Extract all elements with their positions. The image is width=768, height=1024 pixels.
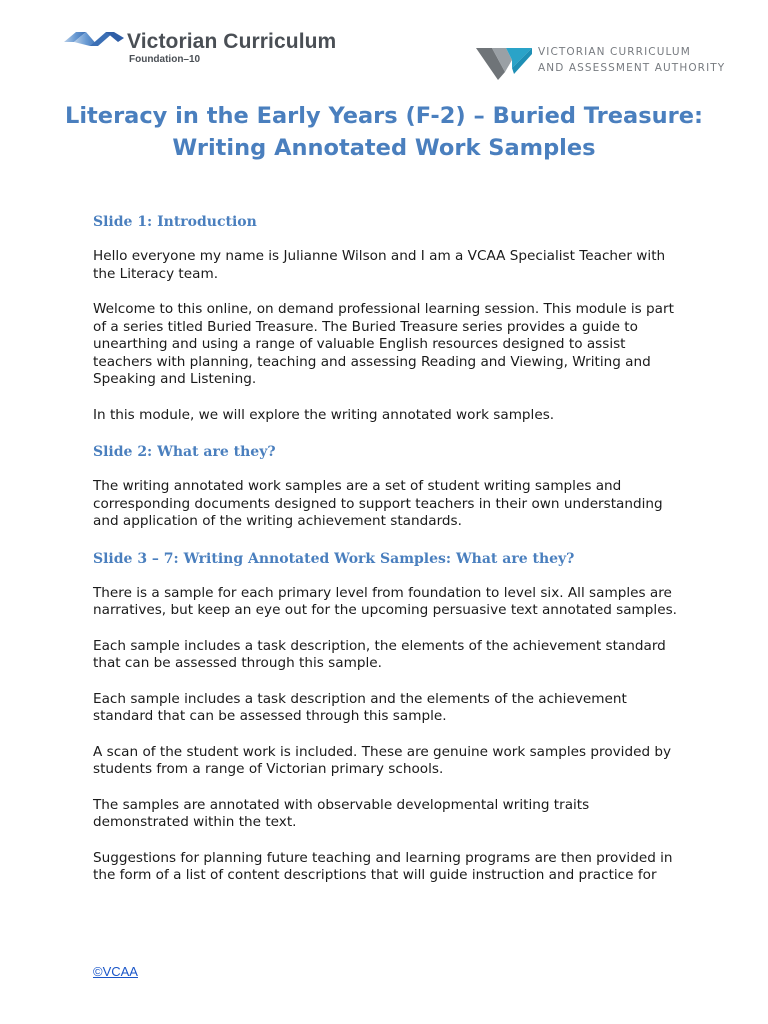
paragraph: A scan of the student work is included. These are genuine work samples provided by students from a range of Victorian primary schools.	[93, 743, 672, 777]
paragraph: Welcome to this online, on demand professional learning session. This module is part of a series titled Buried Treasure. The Buried Treasure series provides a guide to unearthing and using a range of valuable English resources designed to assist teachers with planning, teaching and assessing Reading and Viewing, Writing and Speaking and Listening.	[93, 301, 674, 387]
document-body	[93, 212, 683, 903]
paragraph: Each sample includes a task description and the elements of the achievement standard that can be assessed through this sample.	[93, 690, 627, 724]
document-title: Literacy in the Early Years (F-2) – Buried Treasure: Writing Annotated Work Samples	[65, 103, 703, 161]
section-heading: Slide 3 – 7: Writing Annotated Work Samples: What are they?	[93, 550, 575, 567]
logo-subtitle: Foundation–10	[129, 54, 201, 65]
paragraph: The samples are annotated with observable developmental writing traits demonstrated within the text.	[93, 796, 590, 830]
paragraph: Suggestions for planning future teaching and learning programs are then provided in the form of a list of content descriptions that will guide instruction and practice for	[93, 849, 673, 883]
vc-chevron-logo-icon	[64, 30, 126, 50]
paragraph: There is a sample for each primary level from foundation to level six. All samples are narratives, but keep an eye out for the upcoming persuasive text annotated samples.	[93, 584, 677, 618]
vcaa-v-logo-icon	[476, 46, 534, 82]
vcaa-logo	[476, 46, 726, 86]
paragraph: Hello everyone my name is Julianne Wilson and I am a VCAA Specialist Teacher with the Literacy team.	[93, 248, 666, 282]
paragraph: The writing annotated work samples are a set of student writing samples and corresponding documents designed to support teachers in their own understanding and application of the writing achievement standards.	[93, 478, 663, 529]
paragraph: Each sample includes a task description, the elements of the achievement standard that can be assessed through this sample.	[93, 637, 666, 671]
vcaa-logo-line2: AND ASSESSMENT AUTHORITY	[538, 62, 726, 74]
logo-name: Victorian Curriculum	[127, 30, 337, 53]
section-heading: Slide 2: What are they?	[93, 444, 276, 460]
copyright-link[interactable]: ©VCAA	[93, 964, 138, 979]
vcaa-logo-line1: VICTORIAN CURRICULUM	[538, 46, 691, 58]
section-heading: Slide 1: Introduction	[93, 214, 257, 230]
victorian-curriculum-logo	[64, 30, 384, 70]
paragraph: In this module, we will explore the writing annotated work samples.	[93, 406, 555, 423]
